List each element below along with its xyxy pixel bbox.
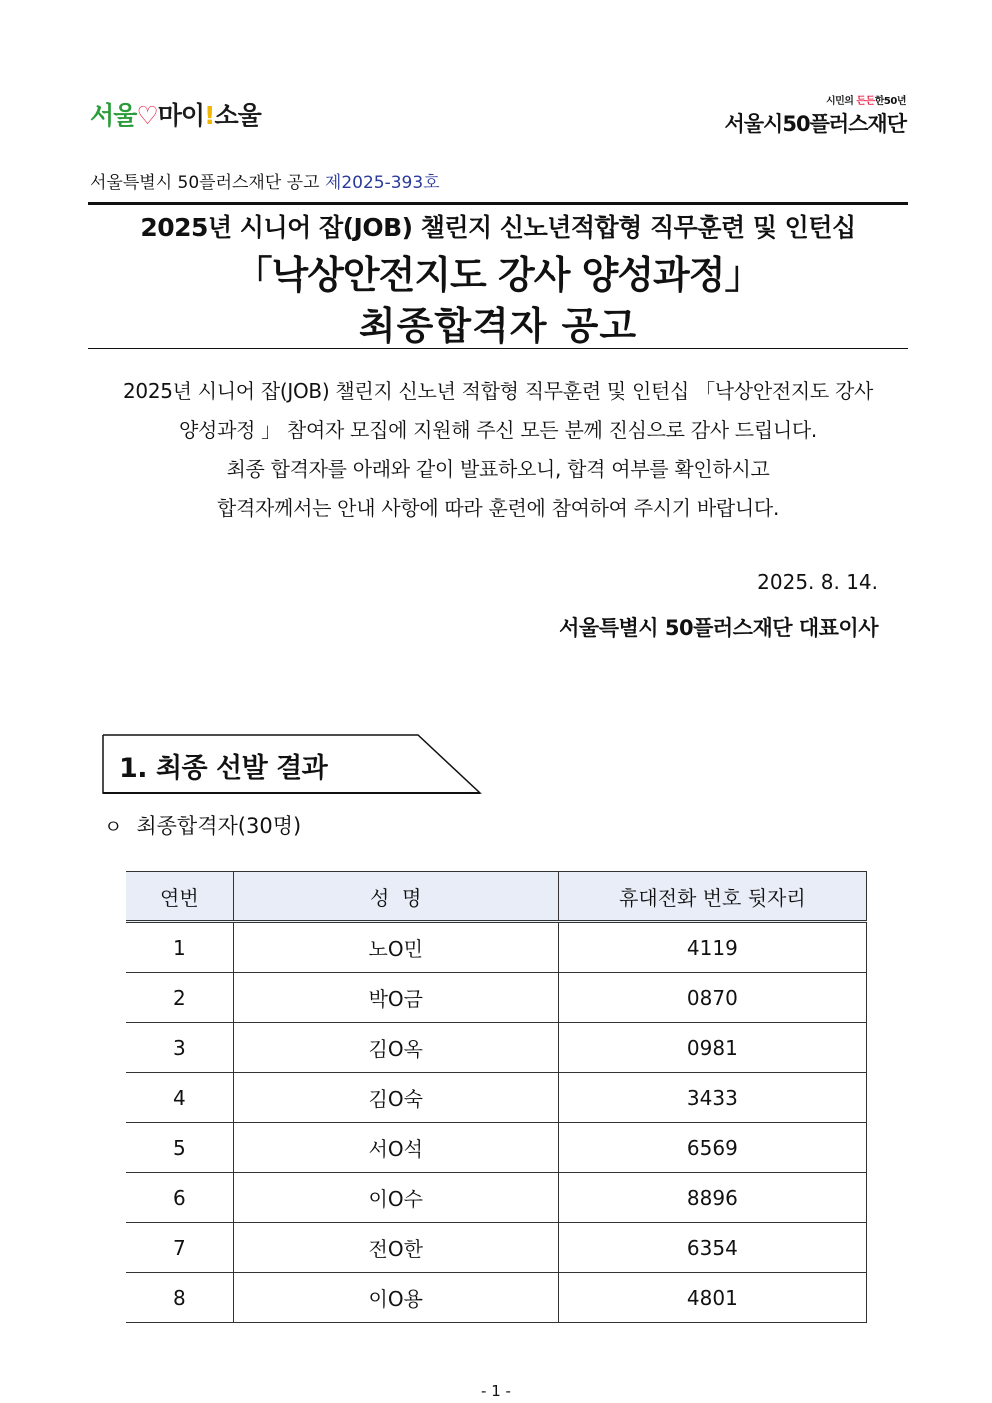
cell-phone: 0981	[558, 1023, 866, 1073]
notice-prefix: 서울특별시 50플러스재단 공고	[90, 173, 325, 193]
seoul-my-soul-logo	[90, 96, 261, 132]
cell-number: 5	[126, 1123, 233, 1173]
title-line-3: 최종합격자 공고	[358, 304, 638, 348]
notice-number: 제2025-393호	[324, 173, 440, 193]
cell-name: 이O수	[233, 1173, 558, 1223]
intro-line: 2025년 시니어 잡(JOB) 챌린지 신노년 적합형 직무훈련 및 인턴십 「낙상안전지도 강사	[122, 379, 874, 403]
intro-line: 최종 합격자를 아래와 같이 발표하오니, 합격 여부를 확인하시고	[226, 457, 770, 481]
cell-name: 전O한	[233, 1223, 558, 1273]
cell-number: 8	[126, 1273, 233, 1323]
table-row	[126, 973, 867, 1023]
cell-phone: 6569	[558, 1123, 866, 1173]
foundation-logo	[724, 92, 906, 138]
intro-paragraph	[88, 372, 908, 528]
cell-phone: 6354	[558, 1223, 866, 1273]
cell-name: 박O금	[233, 973, 558, 1023]
table-row	[126, 1023, 867, 1073]
cell-phone: 8896	[558, 1173, 866, 1223]
page-number: - 1 -	[481, 1382, 511, 1400]
table-row	[126, 1223, 867, 1273]
cell-name: 김O숙	[233, 1073, 558, 1123]
subheading	[104, 810, 301, 840]
cell-name: 이O용	[233, 1273, 558, 1323]
cell-name: 김O옥	[233, 1023, 558, 1073]
header-number: 연번	[126, 872, 233, 922]
cell-number: 2	[126, 973, 233, 1023]
table-row	[126, 1123, 867, 1173]
notice-number-line	[90, 168, 440, 193]
title-top-rule	[88, 202, 908, 205]
cell-number: 7	[126, 1223, 233, 1273]
table-row	[126, 1273, 867, 1323]
cell-number: 3	[126, 1023, 233, 1073]
cell-number: 4	[126, 1073, 233, 1123]
title-bottom-rule	[88, 348, 908, 349]
title-line-2: 「낙상안전지도 강사 양성과정」	[234, 253, 762, 297]
heart-icon: ♡	[136, 101, 158, 130]
section-title: 1. 최종 선발 결과	[119, 753, 328, 784]
intro-line: 양성과정 」 참여자 모집에 지원해 주신 모든 분께 진심으로 감사 드립니다.	[179, 418, 817, 442]
section-heading-box	[102, 734, 482, 794]
cell-name: 노O민	[233, 922, 558, 973]
subheading-text: 최종합격자(30명)	[136, 814, 302, 838]
cell-number: 6	[126, 1173, 233, 1223]
foundation-name: 서울시50플러스재단	[724, 112, 906, 136]
logo-part-seoul: 서울	[90, 101, 137, 130]
table-header-row	[126, 872, 867, 922]
notice-date: 2025. 8. 14.	[757, 570, 878, 594]
table-row	[126, 1173, 867, 1223]
cell-name: 서O석	[233, 1123, 558, 1173]
cell-phone: 4119	[558, 922, 866, 973]
logo-part-exclaim: !	[204, 101, 215, 130]
bullet-icon: ㅇ	[104, 816, 123, 838]
intro-line: 합격자께서는 안내 사항에 따라 훈련에 참여하여 주시기 바랍니다.	[217, 496, 779, 520]
cell-phone: 3433	[558, 1073, 866, 1123]
header-name: 성 명	[233, 872, 558, 922]
logo-part-my: 마이	[157, 101, 205, 130]
title-line-1: 2025년 시니어 잡(JOB) 챌린지 신노년적합형 직무훈련 및 인턴십	[140, 213, 856, 242]
cell-number: 1	[126, 922, 233, 973]
cell-phone: 0870	[558, 973, 866, 1023]
header-phone: 휴대전화 번호 뒷자리	[558, 872, 866, 922]
results-table	[126, 871, 867, 1323]
table-row	[126, 922, 867, 973]
signer: 서울특별시 50플러스재단 대표이사	[559, 616, 878, 640]
foundation-tagline: 시민의 든든한50년	[825, 96, 906, 107]
cell-phone: 4801	[558, 1273, 866, 1323]
table-row	[126, 1073, 867, 1123]
logo-part-soul: 소울	[214, 101, 261, 130]
